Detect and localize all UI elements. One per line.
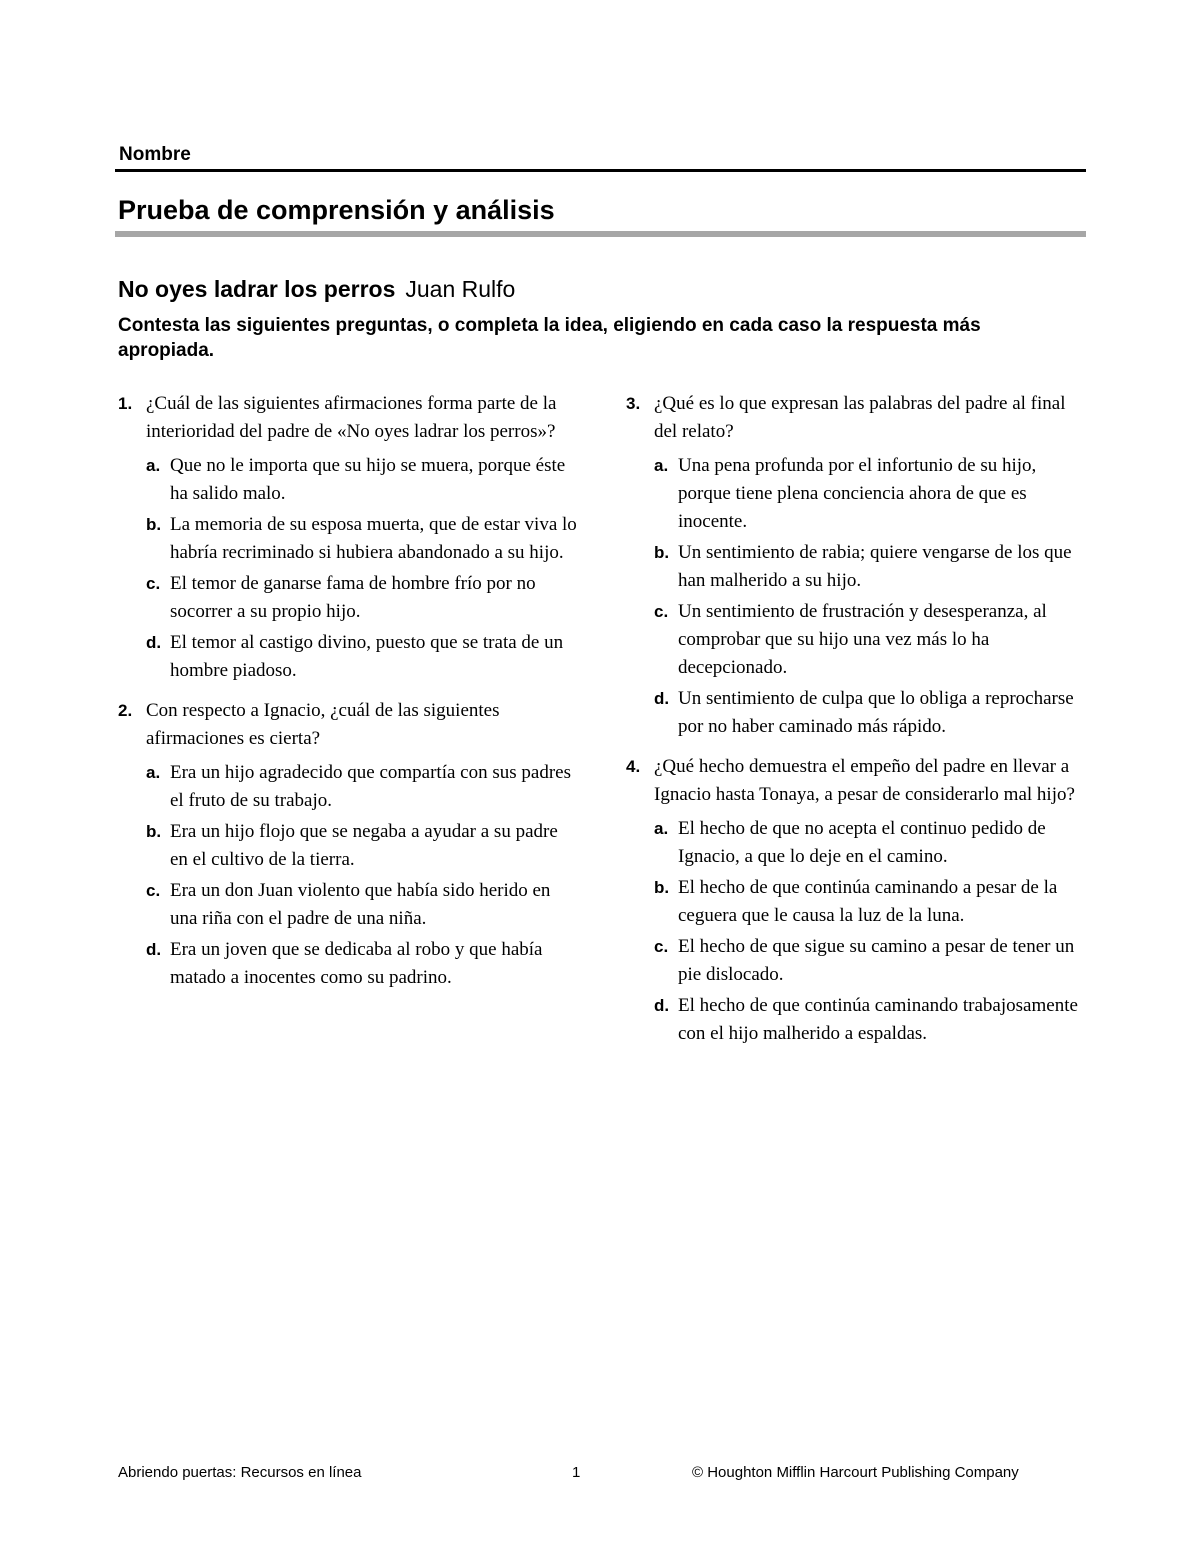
option-letter: c. [146,574,161,593]
left-column [118,390,578,1004]
title-rule [115,231,1086,237]
option-text: Era un hijo agradecido que compartía con sus padres el fruto de su trabajo. [170,762,571,811]
question-2 [118,697,578,992]
option-letter: c. [654,937,669,956]
option-text: El temor de ganarse fama de hombre frío por no socorrer a su propio hijo. [170,573,536,622]
option-text: El temor al castigo divino, puesto que se trata de un hombre piadoso. [170,632,564,681]
question-number: 2. [118,701,133,720]
option-text: Era un joven que se dedicaba al robo y que había matado a inocentes como su padrino. [170,939,543,988]
option-text: El hecho de que sigue su camino a pesar de tener un pie dislocado. [678,936,1075,985]
option-d [146,629,578,685]
option-text: Que no le importa que su hijo se muera, porque éste ha salido malo. [170,455,566,504]
option-d [654,992,1086,1048]
option-a [146,452,578,508]
question-text: ¿Qué es lo que expresan las palabras del padre al final del relato? [654,393,1066,442]
question-number: 3. [626,394,641,413]
option-c [654,933,1086,989]
options-list [118,452,578,685]
question-text: ¿Cuál de las siguientes afirmaciones forma parte de la interioridad del padre de «No oyes ladrar los perros»? [146,393,557,442]
option-text: Un sentimiento de frustración y desesperanza, al comprobar que su hijo una vez más lo ha decepcionado. [678,601,1047,678]
question-1 [118,390,578,685]
question-number: 4. [626,757,641,776]
option-letter: d. [146,633,162,652]
option-text: Un sentimiento de rabia; quiere vengarse de los que han malherido a su hijo. [678,542,1072,591]
option-letter: d. [146,940,162,959]
option-letter: b. [146,515,162,534]
option-c [654,598,1086,682]
story-heading [118,276,515,303]
option-letter: d. [654,996,670,1015]
name-line [115,169,1086,172]
option-text: Era un hijo flojo que se negaba a ayudar a su padre en el cultivo de la tierra. [170,821,558,870]
option-text: Una pena profunda por el infortunio de su hijo, porque tiene plena conciencia ahora de que es inocente. [678,455,1037,532]
option-letter: a. [146,456,161,475]
instructions: Contesta las siguientes preguntas, o completa la idea, eligiendo en cada caso la respuesta más apropiada. [118,315,981,361]
option-letter: a. [654,456,669,475]
option-text: El hecho de que no acepta el continuo pedido de Ignacio, a que lo deje en el camino. [678,818,1046,867]
option-text: El hecho de que continúa caminando trabajosamente con el hijo malherido a espaldas. [678,995,1078,1044]
question-3 [626,390,1086,741]
option-letter: b. [654,878,670,897]
option-letter: c. [146,881,161,900]
footer-copyright: © Houghton Mifflin Harcourt Publishing Company [692,1464,1019,1481]
story-author: Juan Rulfo [405,276,516,302]
name-label: Nombre [119,144,191,165]
story-title: No oyes ladrar los perros [118,276,396,302]
option-b [654,539,1086,595]
option-b [654,874,1086,930]
option-letter: a. [146,763,161,782]
option-a [146,759,578,815]
option-text: La memoria de su esposa muerta, que de estar viva lo habría recriminado si hubiera abandonado a su hijo. [170,514,577,563]
right-column [626,390,1086,1060]
option-text: Era un don Juan violento que había sido herido en una riña con el padre de una niña. [170,880,551,929]
option-a [654,452,1086,536]
options-list [118,759,578,992]
question-text: Con respecto a Ignacio, ¿cuál de las siguientes afirmaciones es cierta? [146,700,500,749]
option-letter: b. [654,543,670,562]
question-number: 1. [118,394,133,413]
option-d [654,685,1086,741]
option-d [146,936,578,992]
option-letter: b. [146,822,162,841]
question-text: ¿Qué hecho demuestra el empeño del padre en llevar a Ignacio hasta Tonaya, a pesar de considerarlo mal hijo? [654,756,1075,805]
options-list [626,815,1086,1048]
option-a [654,815,1086,871]
option-text: Un sentimiento de culpa que lo obliga a reprocharse por no haber caminado más rápido. [678,688,1074,737]
option-c [146,877,578,933]
option-letter: c. [654,602,669,621]
question-4 [626,753,1086,1048]
option-b [146,511,578,567]
footer-source: Abriendo puertas: Recursos en línea [118,1464,362,1481]
page-title: Prueba de comprensión y análisis [118,195,555,225]
page-number: 1 [572,1464,581,1481]
option-letter: d. [654,689,670,708]
option-text: El hecho de que continúa caminando a pesar de la ceguera que le causa la luz de la luna. [678,877,1058,926]
options-list [626,452,1086,741]
option-b [146,818,578,874]
option-c [146,570,578,626]
option-letter: a. [654,819,669,838]
